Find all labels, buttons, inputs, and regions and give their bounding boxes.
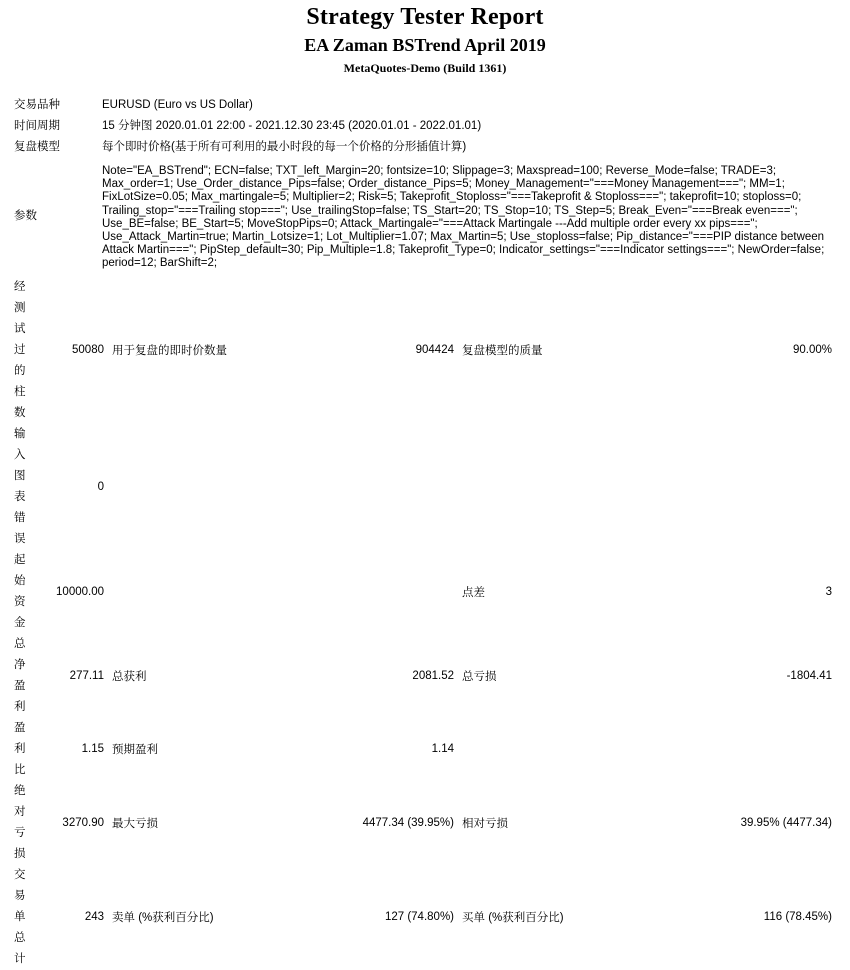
stat-row-caption-char: 起 [14, 553, 26, 566]
stat-value-right: -1804.41 [786, 669, 832, 682]
stat-row-caption [0, 277, 36, 424]
stat-row-caption [0, 550, 36, 634]
stat-label-middle: 点差 [462, 586, 485, 599]
stat-label-primary: 用于复盘的即时价数量 [112, 345, 227, 358]
stat-row-body [36, 781, 850, 865]
stat-row-caption [0, 424, 36, 550]
info-row-period [0, 116, 850, 137]
stat-label-primary: 卖单 (%获利百分比) [112, 912, 214, 925]
stat-row-caption-char: 测 [14, 301, 26, 314]
stat-label-middle: 相对亏损 [462, 817, 508, 830]
stat-row-caption-char: 利 [14, 742, 26, 755]
stat-value-primary: 50080 [72, 344, 104, 357]
stat-row-caption [0, 865, 36, 970]
stat-value-middle: 2081.52 [412, 669, 454, 682]
stat-label-primary: 总获利 [112, 670, 147, 683]
stat-row-caption-char: 入 [14, 448, 26, 461]
stat-row-caption-char: 盈 [14, 721, 26, 734]
period-label: 时间周期 [14, 120, 60, 132]
stat-row-caption-char: 错 [14, 511, 26, 524]
stat-row-caption-char: 对 [14, 805, 26, 818]
stat-value-right: 116 (78.45%) [763, 911, 832, 924]
stat-row-caption-char: 计 [14, 952, 26, 965]
stat-row-caption-char: 表 [14, 490, 26, 503]
report-info-table [0, 95, 850, 275]
stat-row-body [36, 550, 850, 634]
stat-row [0, 550, 850, 634]
stat-row-caption-char: 总 [14, 637, 26, 650]
stat-row-caption-char: 经 [14, 280, 26, 293]
stat-row [0, 634, 850, 718]
stat-row-caption-char: 净 [14, 658, 26, 671]
stat-value-primary: 277.11 [69, 669, 104, 682]
symbol-label: 交易品种 [14, 99, 60, 111]
stat-row-caption-char: 盈 [14, 679, 26, 692]
stat-row-caption-char: 总 [14, 931, 26, 944]
report-header [0, 0, 850, 77]
stat-value-middle: 904424 [415, 344, 454, 357]
stat-row [0, 865, 850, 970]
stat-row-caption [0, 718, 36, 781]
info-row-parameters [0, 158, 850, 275]
stat-row-caption-char: 数 [14, 406, 26, 419]
stat-row-body [36, 634, 850, 718]
stat-label-middle: 买单 (%获利百分比) [462, 912, 564, 925]
stat-row-body [36, 718, 850, 781]
stat-row-caption-char: 柱 [14, 385, 26, 398]
stat-row [0, 781, 850, 865]
stat-value-middle: 1.14 [431, 743, 454, 756]
stat-value-middle: 127 (74.80%) [384, 911, 454, 924]
stat-row-caption-char: 始 [14, 574, 26, 587]
period-value: 15 分钟图 2020.01.01 22:00 - 2021.12.30 23:45 (2020.01.01 - 2022.01.01) [102, 120, 482, 132]
stat-value-right: 90.00% [792, 344, 832, 357]
stat-row [0, 718, 850, 781]
stat-row-body [36, 424, 850, 550]
stat-row-caption-char: 误 [14, 532, 26, 545]
stat-row-caption [0, 781, 36, 865]
stat-row-caption-char: 损 [14, 847, 26, 860]
stat-row-caption-char: 过 [14, 343, 26, 356]
stat-label-middle: 总亏损 [462, 670, 497, 683]
stat-row [0, 277, 850, 424]
model-label: 复盘模型 [14, 141, 60, 153]
stat-value-right: 3 [825, 585, 832, 598]
info-row-symbol [0, 95, 850, 116]
report-build-info: MetaQuotes-Demo (Build 1361) [343, 61, 507, 75]
stat-label-primary: 最大亏损 [112, 817, 158, 830]
stat-row-body [36, 865, 850, 970]
stat-row-caption-char: 单 [14, 910, 26, 923]
stat-row-caption-char: 的 [14, 364, 26, 377]
info-row-model [0, 137, 850, 158]
stat-row-caption-char: 绝 [14, 784, 26, 797]
stat-value-primary: 1.15 [81, 743, 104, 756]
stat-row-caption-char: 利 [14, 700, 26, 713]
stat-value-primary: 3270.90 [62, 816, 104, 829]
stat-row-caption-char: 资 [14, 595, 26, 608]
stat-value-primary: 10000.00 [56, 585, 104, 598]
stat-label-primary: 预期盈利 [112, 744, 158, 757]
stat-value-right: 39.95% (4477.34) [740, 816, 832, 829]
stat-row-caption-char: 交 [14, 868, 26, 881]
parameters-label: 参数 [14, 209, 37, 222]
stat-row-body [36, 277, 850, 424]
stat-row-caption-char: 亏 [14, 826, 26, 839]
parameters-value: Note="EA_BSTrend"; ECN=false; TXT_left_Margin=20; fontsize=10; Slippage=3; Maxspread=100; Reverse_Mode=false; TRADE=3; Max_order=1; Use_Order_distance_Pips=false; Order_distance_Pips=5; Money_Management="===Money Management==="; MM=1; FixLotSize=0.05; Max_martingale=5; Multiplier=2; Risk=5; Takeprofit_Stoploss="===Takeprofit & Stoploss==="; takeprofit=10; stoploss=0; Trailing_stop="===Trailing stop==="; Use_trailingStop=false; TS_Start=20; TS_Stop=10; TS_Step=5; Break_Even="===Break even==="; Use_BE=false; BE_Start=5; MoveStopPips=0; Attack_Martingale="===Attack Martingale ---Add multiple order every xx pips==="; Use_Attack_Martin=true; Martin_Lotsize=1; Lot_Multiplier=1.07; Max_Martin=5; Use_stoploss=false; Pip_distance="===PIP distance between Attack Martin==="; PipStep_default=30; Pip_Multiple=1.8; Takeprofit_Type=0; Indicator_settings="===Indicator settings==="; NewOrder=false; period=12; BarShift=2; [102, 165, 825, 270]
stat-row-caption-char: 图 [14, 469, 26, 482]
stat-row-caption-char: 易 [14, 889, 26, 902]
stat-value-primary: 0 [97, 480, 104, 493]
symbol-value: EURUSD (Euro vs US Dollar) [102, 99, 253, 111]
stat-row-caption-char: 输 [14, 427, 26, 440]
stat-row-caption-char: 比 [14, 763, 26, 776]
stat-value-primary: 243 [84, 911, 104, 924]
stat-row-caption-char: 金 [14, 616, 26, 629]
report-title: Strategy Tester Report [306, 4, 544, 30]
report-subtitle: EA Zaman BSTrend April 2019 [304, 35, 546, 55]
stat-row-caption [0, 634, 36, 718]
stat-value-middle: 4477.34 (39.95%) [362, 816, 454, 829]
stat-row [0, 424, 850, 550]
stat-row-caption-char: 试 [14, 322, 26, 335]
model-value: 每个即时价格(基于所有可利用的最小时段的每一个价格的分形插值计算) [102, 141, 467, 153]
stat-label-middle: 复盘模型的质量 [462, 345, 543, 358]
statistics-section [0, 277, 850, 970]
